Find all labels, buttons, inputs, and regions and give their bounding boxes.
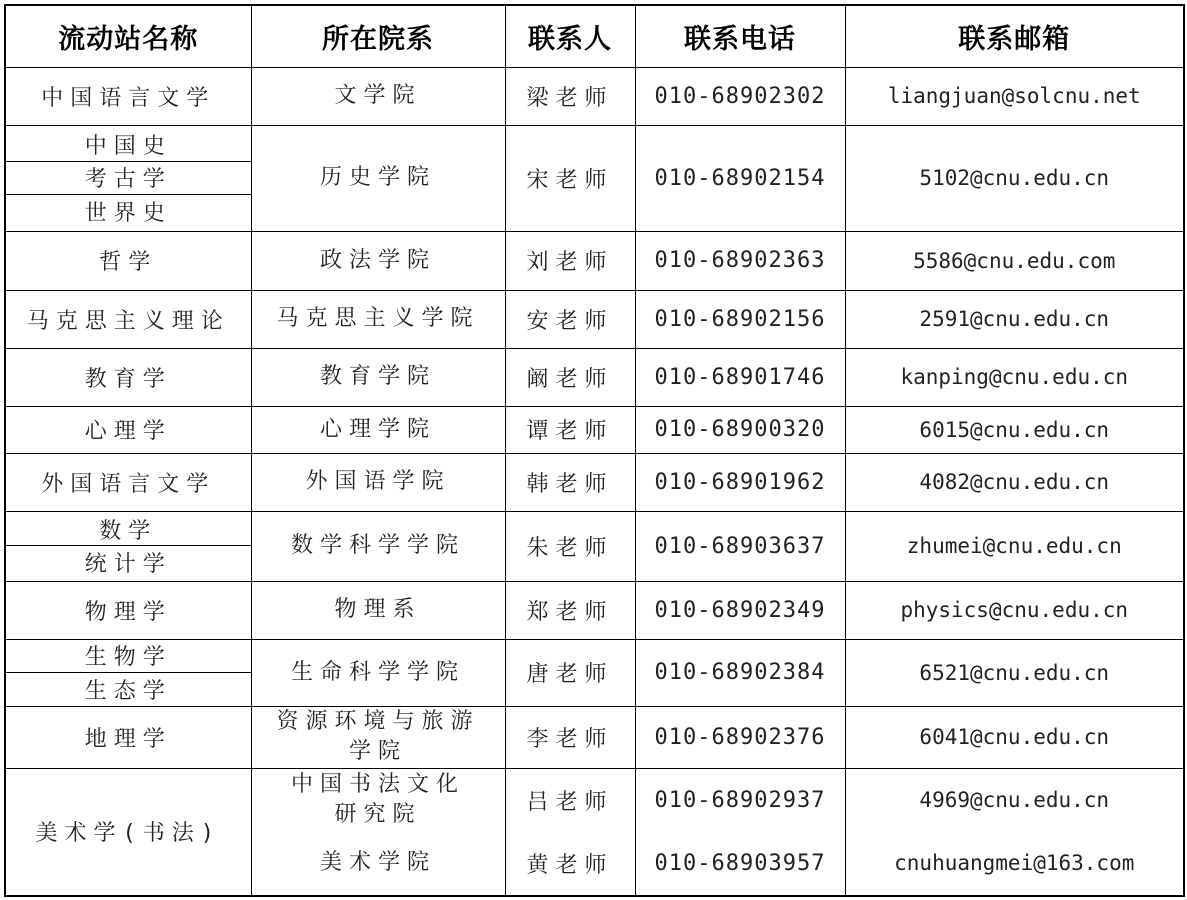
station-name: 马克思主义理论 bbox=[5, 290, 251, 348]
table-row bbox=[5, 639, 1184, 706]
email-address: 6041@cnu.edu.cn bbox=[845, 706, 1184, 768]
station-name-cell bbox=[5, 639, 251, 706]
department: 心理学院 bbox=[251, 406, 505, 453]
phone-number: 010-68903637 bbox=[635, 511, 845, 581]
phone-number: 010-68902363 bbox=[635, 231, 845, 290]
header-email: 联系邮箱 bbox=[845, 5, 1184, 67]
table-row bbox=[5, 125, 1184, 231]
station-name: 中国语言文学 bbox=[5, 67, 251, 125]
contact-person-cell bbox=[505, 768, 635, 896]
department-cell bbox=[251, 768, 505, 896]
email-address: liangjuan@solcnu.net bbox=[845, 67, 1184, 125]
table-row bbox=[5, 67, 1184, 125]
department: 资源环境与旅游 学院 bbox=[251, 706, 505, 768]
phone-number: 010-68902154 bbox=[635, 125, 845, 231]
phone-number: 010-68900320 bbox=[635, 406, 845, 453]
station-name: 考古学 bbox=[6, 162, 251, 195]
contact-person: 黄老师 bbox=[526, 852, 614, 878]
department: 历史学院 bbox=[251, 125, 505, 231]
contact-person: 韩老师 bbox=[505, 453, 635, 511]
table-row bbox=[5, 231, 1184, 290]
station-name: 心理学 bbox=[5, 406, 251, 453]
station-name: 哲学 bbox=[5, 231, 251, 290]
contact-person: 安老师 bbox=[505, 290, 635, 348]
contact-person: 宋老师 bbox=[505, 125, 635, 231]
phone-number: 010-68902937 bbox=[654, 787, 826, 813]
department: 政法学院 bbox=[251, 231, 505, 290]
header-contact-person: 联系人 bbox=[505, 5, 635, 67]
table-row bbox=[5, 453, 1184, 511]
table-header-row bbox=[5, 5, 1184, 67]
header-department: 所在院系 bbox=[251, 5, 505, 67]
email-address: cnuhuangmei@163.com bbox=[894, 851, 1135, 876]
station-name: 外国语言文学 bbox=[5, 453, 251, 511]
postdoc-station-contact-table bbox=[4, 4, 1185, 897]
email-address-cell bbox=[845, 768, 1184, 896]
table-row bbox=[5, 290, 1184, 348]
email-address: zhumei@cnu.edu.cn bbox=[845, 511, 1184, 581]
header-station-name: 流动站名称 bbox=[5, 5, 251, 67]
phone-number: 010-68902302 bbox=[635, 67, 845, 125]
contact-table-wrapper bbox=[4, 4, 1183, 896]
station-name: 生态学 bbox=[84, 678, 172, 704]
contact-person: 郑老师 bbox=[505, 581, 635, 639]
station-name: 美术学(书法) bbox=[5, 768, 251, 896]
department: 数学科学学院 bbox=[251, 511, 505, 581]
phone-number: 010-68902156 bbox=[635, 290, 845, 348]
header-phone: 联系电话 bbox=[635, 5, 845, 67]
contact-person: 李老师 bbox=[505, 706, 635, 768]
station-name: 世界史 bbox=[84, 200, 172, 226]
contact-person: 唐老师 bbox=[505, 639, 635, 706]
contact-person: 梁老师 bbox=[505, 67, 635, 125]
table-row bbox=[5, 581, 1184, 639]
department: 中国书法文化 研究院 bbox=[290, 772, 465, 828]
contact-person: 朱老师 bbox=[505, 511, 635, 581]
email-address: 5586@cnu.edu.com bbox=[845, 231, 1184, 290]
email-address: 4082@cnu.edu.cn bbox=[845, 453, 1184, 511]
station-name-cell bbox=[5, 511, 251, 581]
department: 物理系 bbox=[251, 581, 505, 639]
phone-number: 010-68903957 bbox=[654, 850, 826, 876]
station-name: 生物学 bbox=[6, 640, 251, 673]
email-address: 2591@cnu.edu.cn bbox=[845, 290, 1184, 348]
department: 马克思主义学院 bbox=[251, 290, 505, 348]
station-name: 地理学 bbox=[5, 706, 251, 768]
department: 文学院 bbox=[251, 67, 505, 125]
department: 美术学院 bbox=[319, 850, 436, 876]
email-address: 4969@cnu.edu.cn bbox=[919, 788, 1110, 813]
contact-person: 谭老师 bbox=[505, 406, 635, 453]
phone-number-cell bbox=[635, 768, 845, 896]
table-row bbox=[5, 348, 1184, 406]
table-body bbox=[5, 67, 1184, 896]
email-address: 5102@cnu.edu.cn bbox=[845, 125, 1184, 231]
table-row bbox=[5, 768, 1184, 896]
department: 外国语学院 bbox=[251, 453, 505, 511]
table-row bbox=[5, 706, 1184, 768]
email-address: physics@cnu.edu.cn bbox=[845, 581, 1184, 639]
email-address: kanping@cnu.edu.cn bbox=[845, 348, 1184, 406]
contact-person: 刘老师 bbox=[505, 231, 635, 290]
station-name: 数学 bbox=[6, 513, 251, 546]
contact-person: 阚老师 bbox=[505, 348, 635, 406]
department: 教育学院 bbox=[251, 348, 505, 406]
table-row bbox=[5, 406, 1184, 453]
station-name: 物理学 bbox=[5, 581, 251, 639]
email-address: 6521@cnu.edu.cn bbox=[845, 639, 1184, 706]
phone-number: 010-68902349 bbox=[635, 581, 845, 639]
phone-number: 010-68901962 bbox=[635, 453, 845, 511]
station-name: 中国史 bbox=[6, 129, 251, 162]
department: 生命科学学院 bbox=[251, 639, 505, 706]
phone-number: 010-68902384 bbox=[635, 639, 845, 706]
station-name-cell bbox=[5, 125, 251, 231]
station-name: 教育学 bbox=[5, 348, 251, 406]
phone-number: 010-68902376 bbox=[635, 706, 845, 768]
station-name: 统计学 bbox=[84, 552, 172, 577]
contact-person: 吕老师 bbox=[526, 789, 614, 815]
phone-number: 010-68901746 bbox=[635, 348, 845, 406]
email-address: 6015@cnu.edu.cn bbox=[845, 406, 1184, 453]
table-row bbox=[5, 511, 1184, 581]
